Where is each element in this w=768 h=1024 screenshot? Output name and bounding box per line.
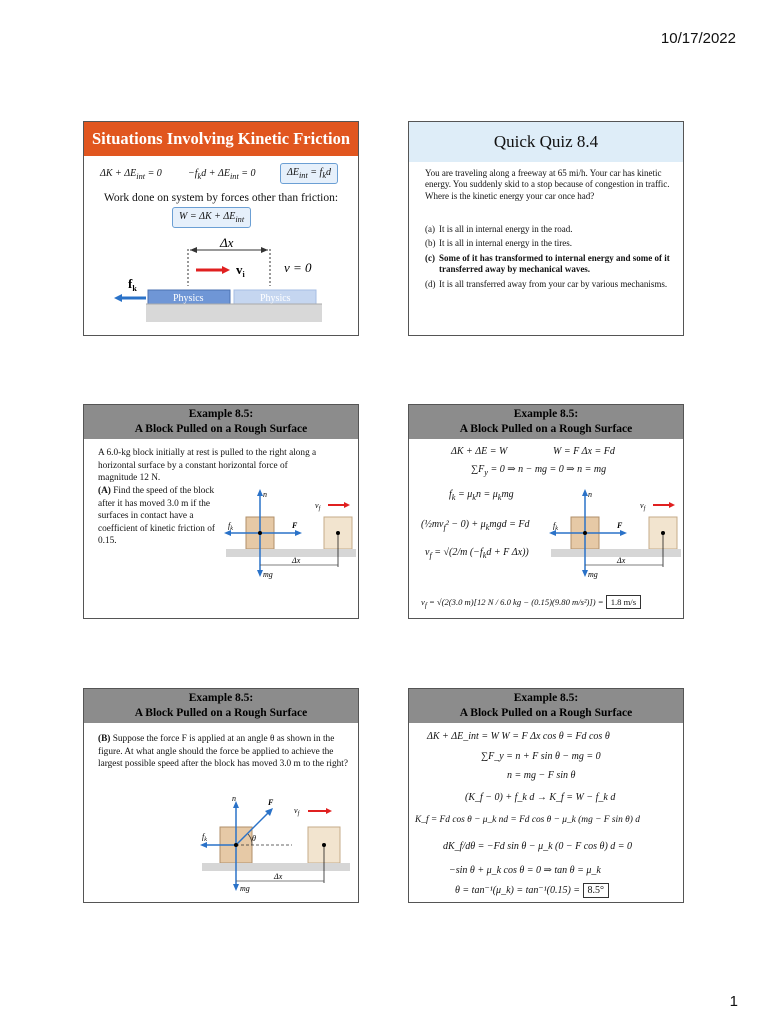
- slide-kinetic-friction: [83, 121, 359, 336]
- slide-title: Situations Involving Kinetic Friction: [84, 122, 358, 156]
- page-date: 10/17/2022: [660, 30, 736, 47]
- equation-line-8: θ = tan⁻¹(μ_k) = tan⁻¹(0.15) = 8.5°: [455, 885, 609, 896]
- friction-label: $f_k$: [228, 521, 233, 532]
- weight-label: mg: [588, 570, 598, 579]
- slide-title: Example 8.5: A Block Pulled on a Rough Surface: [84, 405, 358, 439]
- answer-angle: 8.5°: [583, 883, 610, 898]
- friction-diagram: [84, 234, 358, 334]
- equation-energy-2: $-f_kd + \Delta E_{int} = 0$: [188, 168, 256, 181]
- slide-example-8-5-solution-a: [408, 404, 684, 619]
- equation-work: $W = \Delta K + \Delta E_{int}$: [172, 207, 251, 228]
- equation-line-2: ∑F_y = n + F sin θ − mg = 0: [481, 751, 601, 762]
- equation-internal-energy: $\Delta E_{int} = f_kd$: [280, 163, 338, 184]
- weight-label: mg: [240, 884, 250, 893]
- friction-label: $f_k$: [202, 832, 207, 843]
- angled-force-diagram: [196, 793, 356, 901]
- vi-label: $v_i$: [236, 262, 245, 279]
- applied-force-label: F: [292, 521, 298, 530]
- slide-example-8-5-b: [83, 688, 359, 903]
- weight-label: mg: [263, 570, 273, 579]
- page-number: 1: [729, 993, 738, 1010]
- equation-energy-1: $\Delta K + \Delta E_{int} = 0$: [100, 168, 162, 181]
- dx-label: Δx: [220, 235, 234, 250]
- velocity-arrow: [222, 266, 230, 274]
- quiz-option-d: (d) It is all transferred away from your car by various mechanisms.: [425, 278, 668, 289]
- applied-force-label: F: [268, 798, 274, 807]
- vf-label: $v_f$: [294, 806, 300, 817]
- equation-line-4: $(\frac{1}{2}mv_f^2 - 0) + \mu_kmgd = Fd$: [421, 519, 530, 532]
- slide-quick-quiz: [408, 121, 684, 336]
- equation-line-7: −sin θ + μ_k cos θ = 0 ⇒ tan θ = μ_k: [449, 865, 601, 876]
- slide-example-8-5-solution-b: [408, 688, 684, 903]
- slide-example-8-5-a: [83, 404, 359, 619]
- equation-line-1: ΔK + ΔE_int = W W = F Δx cos θ = Fd cos θ: [427, 731, 610, 742]
- dx-label: Δx: [292, 556, 301, 565]
- theta-label: θ: [252, 834, 256, 843]
- vf-label: $v_f$: [315, 501, 321, 512]
- slide-title: Example 8.5: A Block Pulled on a Rough Surface: [409, 405, 683, 439]
- quiz-options: [425, 224, 677, 290]
- friction-force-arrow: [114, 294, 122, 302]
- quiz-option-c: (c) Some of it has transformed to internal energy and some of it transferred away by mechanical waves.: [425, 252, 670, 275]
- block-diagram: [545, 485, 683, 585]
- equation-line-5: K_f = Fd cos θ − μ_k nd = Fd cos θ − μ_k (mg − F sin θ) d: [415, 815, 640, 825]
- applied-force-label: F: [617, 521, 623, 530]
- dx-label: Δx: [274, 872, 283, 881]
- slide-title: Example 8.5: A Block Pulled on a Rough Surface: [409, 689, 683, 723]
- fk-label: $f_k$: [128, 276, 137, 293]
- slide-title: Quick Quiz 8.4: [409, 122, 683, 162]
- normal-force-label: n: [263, 490, 267, 499]
- equation-line-6: dK_f/dθ = −Fd sin θ − μ_k (0 − F cos θ) d = 0: [443, 841, 633, 852]
- quiz-option-b: (b) It is all in internal energy in the tires.: [425, 238, 573, 249]
- book-label-1: Physics: [173, 293, 204, 304]
- normal-force-label: n: [232, 794, 236, 803]
- dx-label: Δx: [617, 556, 626, 565]
- answer-speed: 1.8 m/s: [606, 595, 641, 609]
- equation-line-2: $\sum F_y = 0$ ⇒ n − mg = 0 ⇒ n = mg: [471, 464, 607, 477]
- equation-line-1b: W = F Δx = Fd: [553, 446, 615, 457]
- equation-line-3: $f_k = \mu_kn = \mu_kmg$: [449, 489, 514, 502]
- friction-label: $f_k$: [553, 521, 558, 532]
- vf-label: $v_f$: [640, 501, 646, 512]
- equation-line-5: $v_f = √(2/m$ ($-f_kd + F$ Δx)): [425, 547, 529, 560]
- slide-title: Example 8.5: A Block Pulled on a Rough Surface: [84, 689, 358, 723]
- block-diagram: [220, 485, 358, 585]
- quiz-option-a: (a) It is all in internal energy in the road.: [425, 224, 573, 234]
- equation-line-6: $v_f = √(2(3.0$ m)[12 N / 6.0 kg − (0.15)(9.80 m/s²)]) = 1.8 m/s: [421, 597, 641, 610]
- equation-line-4: (K_f − 0) + f_k d → K_f = W − f_k d: [465, 792, 616, 803]
- work-text: Work done on system by forces other than friction:: [103, 192, 339, 204]
- example-part-b: (B) Suppose the force F is applied at an angle θ as shown in the figure. At what angle should the force be applied to achieve the largest possible speed after the block has moved 3.0 m to the right?: [98, 734, 349, 769]
- book-label-2: Physics: [260, 293, 291, 304]
- equation-line-1: ΔK + ΔE = W: [451, 446, 508, 457]
- normal-force-label: n: [588, 490, 592, 499]
- quiz-question: You are traveling along a freeway at 65 mi/h. Your car has kinetic energy. You suddenly skid to a stop because of congestion in traffic. Where is the kinetic energy your car once had?: [425, 168, 670, 201]
- example-part-a: (A) Find the speed of the block after it has moved 3.0 m if the surfaces in contact have a coefficient of kinetic friction of 0.15.: [98, 486, 216, 546]
- example-intro: A 6.0-kg block initially at rest is pulled to the right along a horizontal surface by a constant horizontal force of magnitude 12 N.: [98, 448, 317, 483]
- equation-line-3: n = mg − F sin θ: [507, 770, 576, 781]
- v-zero-label: v = 0: [284, 260, 312, 275]
